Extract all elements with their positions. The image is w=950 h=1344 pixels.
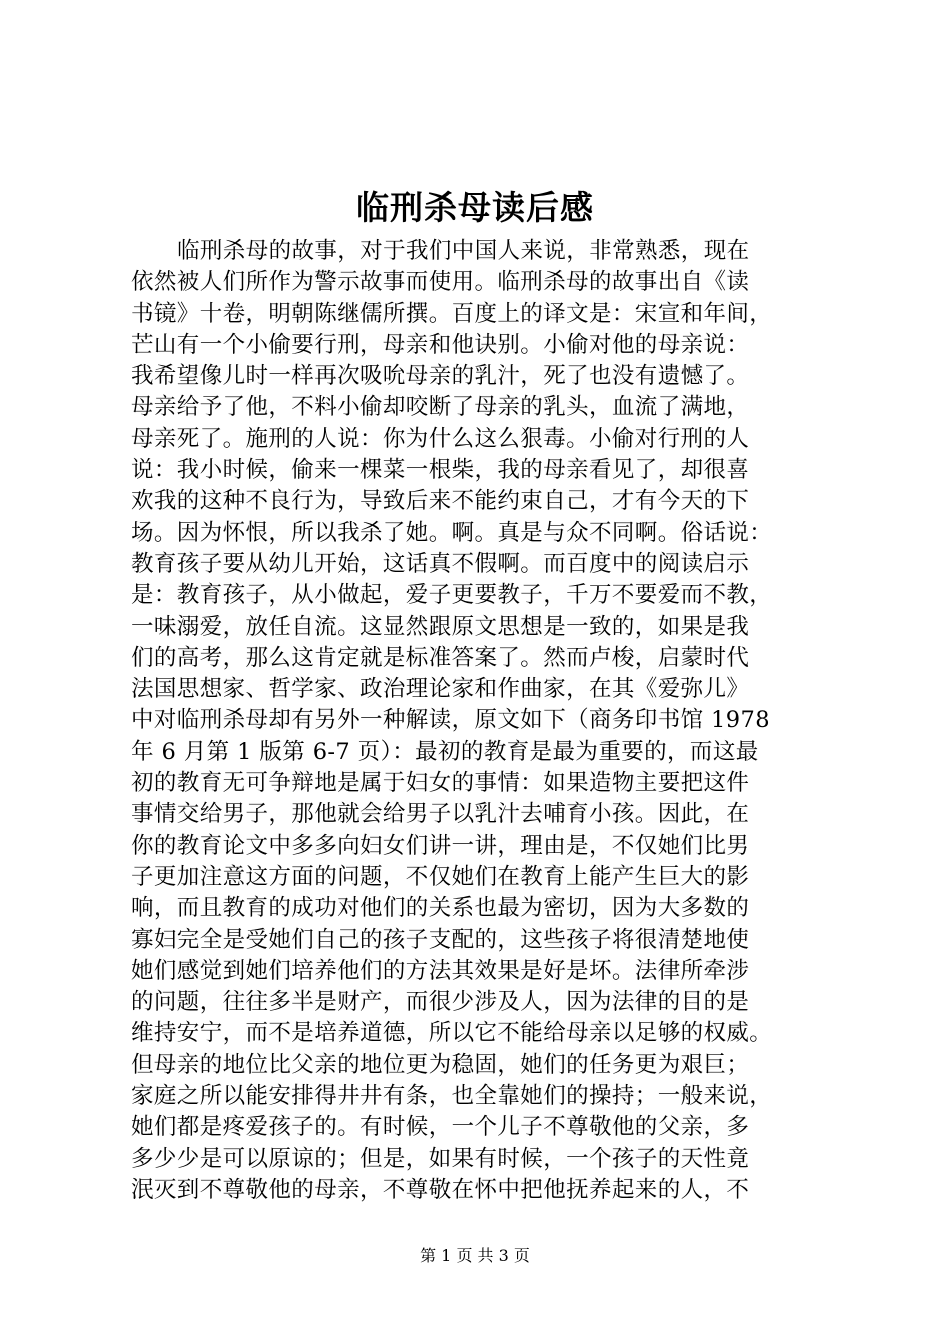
text-line: 但母亲的地位比父亲的地位更为稳固，她们的任务更为艰巨；	[131, 1051, 750, 1078]
text-line: 的问题，往往多半是财产，而很少涉及人，因为法律的目的是	[131, 989, 750, 1016]
text-line: 欢我的这种不良行为，导致后来不能约束自己，才有今天的下	[131, 488, 750, 515]
text-line: 初的教育无可争辩地是属于妇女的事情：如果造物主要把这件	[131, 770, 750, 797]
text-line: 家庭之所以能安排得井井有条，也全靠她们的操持；一般来说，	[131, 1083, 773, 1110]
text-line: 场。因为怀恨，所以我杀了她。啊。真是与众不同啊。俗话说：	[131, 519, 773, 546]
text-line: 维持安宁，而不是培养道德，所以它不能给母亲以足够的权威。	[131, 1020, 773, 1047]
text-line: 教育孩子要从幼儿开始，这话真不假啊。而百度中的阅读启示	[131, 550, 750, 577]
text-line: 多少少是可以原谅的；但是，如果有时候，一个孩子的天性竟	[131, 1145, 750, 1172]
text-line: 年 6 月第 1 版第 6-7 页）：最初的教育是最为重要的，而这最	[131, 738, 759, 765]
text-line: 中对临刑杀母却有另外一种解读，原文如下（商务印书馆 1978	[131, 707, 770, 734]
text-line: 我希望像儿时一样再次吸吮母亲的乳汁，死了也没有遗憾了。	[131, 363, 750, 390]
text-line: 临刑杀母的故事，对于我们中国人来说，非常熟悉，现在	[177, 238, 750, 264]
body-text	[131, 236, 831, 1206]
page-number-footer: 第 1 页 共 3 页	[420, 1246, 530, 1265]
text-line: 她们都是疼爱孩子的。有时候，一个儿子不尊敬他的父亲，多	[131, 1114, 750, 1141]
text-line: 你的教育论文中多多向妇女们讲一讲，理由是，不仅她们比男	[131, 832, 750, 859]
page-title: 临刑杀母读后感	[356, 188, 594, 227]
text-line: 事情交给男子，那他就会给男子以乳汁去哺育小孩。因此，在	[131, 801, 750, 828]
text-line: 们的高考，那么这肯定就是标准答案了。然而卢梭，启蒙时代	[131, 644, 750, 671]
text-line: 寡妇完全是受她们自己的孩子支配的，这些孩子将很清楚地使	[131, 926, 750, 953]
text-line: 一味溺爱，放任自流。这显然跟原文思想是一致的，如果是我	[131, 613, 750, 640]
text-line: 法国思想家、哲学家、政治理论家和作曲家，在其《爱弥儿》	[131, 676, 750, 703]
text-line: 芒山有一个小偷要行刑，母亲和他诀别。小偷对他的母亲说：	[131, 331, 750, 358]
text-line: 是：教育孩子，从小做起，爱子更要教子，千万不要爱而不教，	[131, 582, 773, 609]
text-line: 她们感觉到她们培养他们的方法其效果是好是坏。法律所牵涉	[131, 957, 750, 984]
text-line: 书镜》十卷，明朝陈继儒所撰。百度上的译文是：宋宣和年间，	[131, 300, 773, 327]
text-line: 母亲给予了他，不料小偷却咬断了母亲的乳头，血流了满地，	[131, 394, 750, 421]
text-line: 子更加注意这方面的问题，不仅她们在教育上能产生巨大的影	[131, 863, 750, 890]
text-line: 母亲死了。施刑的人说：你为什么这么狠毒。小偷对行刑的人	[131, 425, 750, 452]
text-line: 泯灭到不尊敬他的母亲，不尊敬在怀中把他抚养起来的人，不	[131, 1176, 750, 1203]
text-line: 响，而且教育的成功对他们的关系也最为密切，因为大多数的	[131, 895, 750, 922]
text-line: 依然被人们所作为警示故事而使用。临刑杀母的故事出自《读	[131, 269, 750, 296]
text-line: 说：我小时候，偷来一棵菜一根柴，我的母亲看见了，却很喜	[131, 457, 750, 484]
